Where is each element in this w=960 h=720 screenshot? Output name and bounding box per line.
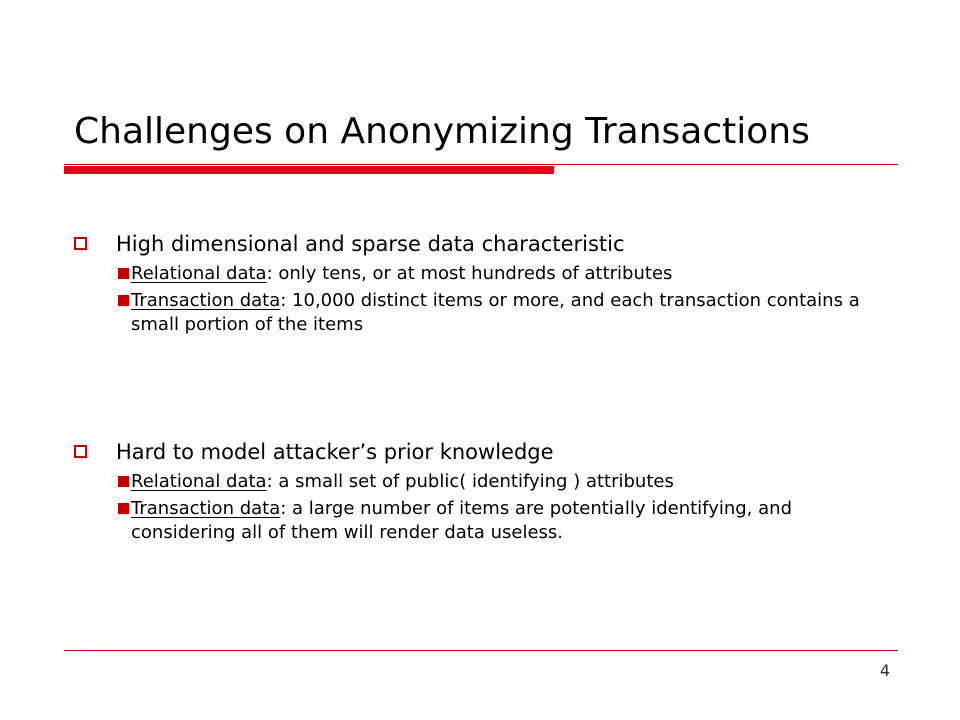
bullet-section-1: [72, 229, 872, 337]
filled-square-bullet-icon: [118, 268, 129, 279]
sub-bullet-item: [72, 497, 871, 545]
bullet-heading-text: High dimensional and sparse data characteristic: [116, 232, 625, 256]
bullet-heading-text: Hard to model attacker’s prior knowledge: [116, 440, 554, 464]
sub-bullet-term: Transaction data: [131, 498, 281, 519]
sub-bullet-text: : 10,000 distinct items or more, and each transaction contains a small portion of the items: [131, 290, 860, 335]
sub-bullet-item: [72, 470, 871, 494]
sub-bullet-text: : a large number of items are potentially identifying, and considering all of them will render data useless.: [131, 498, 792, 543]
slide-title: Challenges on Anonymizing Transactions: [74, 111, 810, 152]
filled-square-bullet-icon: [118, 476, 129, 487]
sub-bullet-term: Relational data: [131, 263, 267, 284]
slide-number: 4: [879, 661, 890, 680]
sub-bullet-item: [72, 262, 871, 286]
footer-divider: [64, 650, 898, 651]
bullet-section-2: [72, 437, 872, 545]
hollow-square-bullet-icon: [74, 445, 87, 458]
bullet-heading-1: [72, 229, 872, 259]
sub-bullet-text: : only tens, or at most hundreds of attributes: [266, 263, 673, 284]
title-divider-thin: [64, 164, 898, 165]
sub-bullet-text: : a small set of public( identifying ) attributes: [266, 471, 674, 492]
sub-bullet-term: Transaction data: [131, 290, 281, 311]
title-divider-accent: [64, 166, 554, 174]
sub-bullet-term: Relational data: [131, 471, 267, 492]
filled-square-bullet-icon: [118, 295, 129, 306]
hollow-square-bullet-icon: [74, 237, 87, 250]
bullet-heading-2: [72, 437, 872, 467]
filled-square-bullet-icon: [118, 503, 129, 514]
sub-bullet-item: [72, 289, 871, 337]
